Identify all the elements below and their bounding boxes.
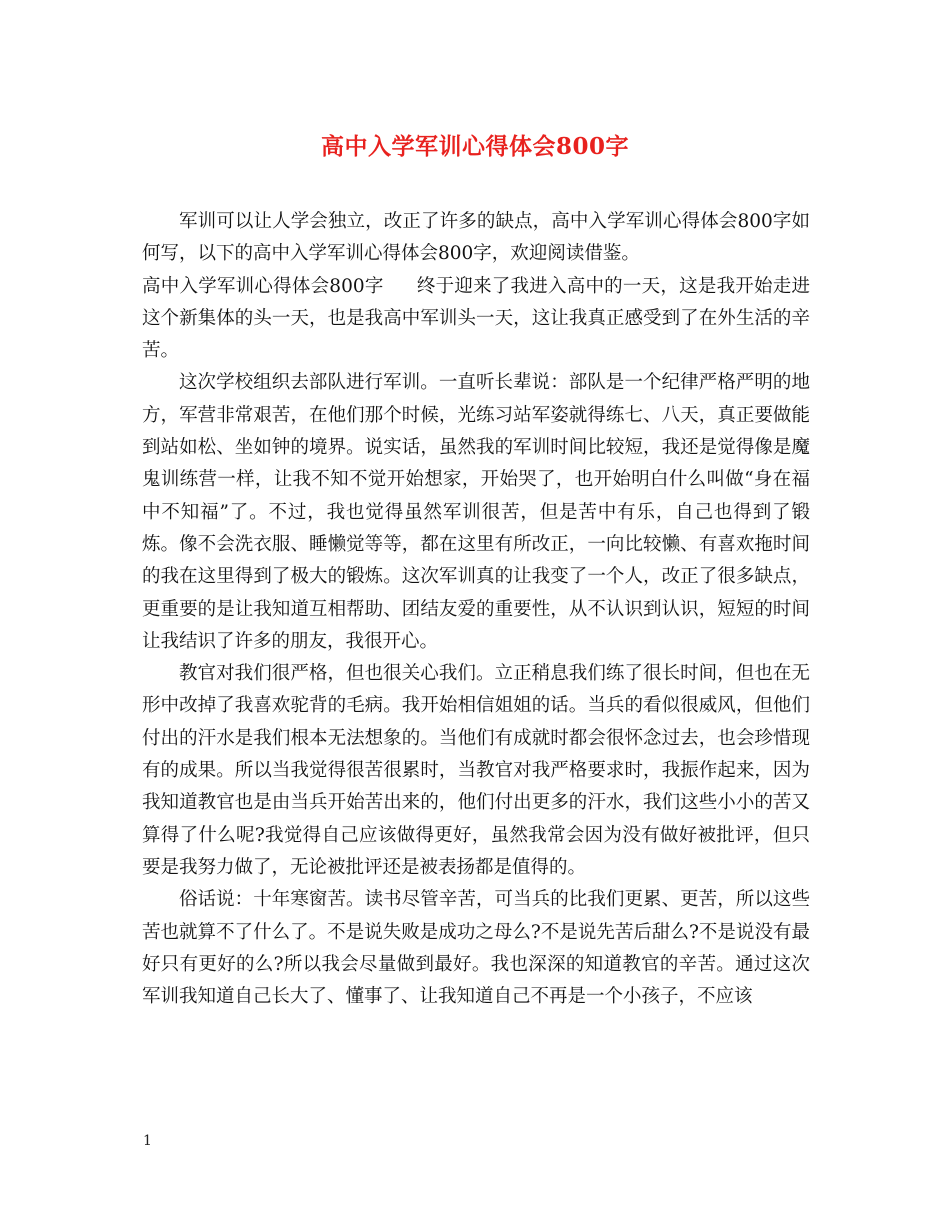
document-title: 高中入学军训心得体会800字 — [320, 133, 629, 160]
document-body — [142, 206, 810, 1013]
section-heading: 高中入学军训心得体会800字 — [142, 275, 384, 297]
section-paragraph-1 — [142, 271, 810, 368]
paragraph-1-text: 终于迎来了我进入高中的一天，这是我开始走进这个新集体的头一天，也是我高中军训头一天，这让我真正感受到了在外生活的辛苦。 — [142, 275, 810, 362]
intro-paragraph: 军训可以让人学会独立，改正了许多的缺点，高中入学军训心得体会800字如何写，以下的高中入学军训心得体会800字，欢迎阅读借鉴。 — [142, 211, 810, 265]
page-number: 1 — [143, 1133, 152, 1149]
paragraph-4: 俗话说：十年寒窗苦。读书尽管辛苦，可当兵的比我们更累、更苦，所以这些苦也就算不了什么了。不是说失败是成功之母么?不是说先苦后甜么?不是说没有最好只有更好的么?所以我会尽量做到最好。我也深深的知道教官的辛苦。通过这次军训我知道自己长大了、懂事了、让我知道自己不再是一个小孩子，不应该 — [142, 889, 810, 1008]
paragraph-3: 教官对我们很严格，但也很关心我们。立正稍息我们练了很长时间，但也在无形中改掉了我喜欢驼背的毛病。我开始相信姐姐的话。当兵的看似很威风，但他们付出的汗水是我们根本无法想象的。当他们有成就时都会很怀念过去，也会珍惜现有的成果。所以当我觉得很苦很累时，当教官对我严格要求时，我振作起来，因为我知道教官也是由当兵开始苦出来的，他们付出更多的汗水，我们这些小小的苦又算得了什么呢?我觉得自己应该做得更好，虽然我常会因为没有做好被批评，但只要是我努力做了，无论被批评还是被表扬都是值得的。 — [142, 663, 810, 878]
paragraph-2: 这次学校组织去部队进行军训。一直听长辈说：部队是一个纪律严格严明的地方，军营非常艰苦，在他们那个时候，光练习站军姿就得练七、八天，真正要做能到站如松、坐如钟的境界。说实话，虽然我的军训时间比较短，我还是觉得像是魔鬼训练营一样，让我不知不觉开始想家，开始哭了，也开始明白什么叫做“身在福中不知福”了。不过，我也觉得虽然军训很苦，但是苦中有乐，自己也得到了锻炼。像不会洗衣服、睡懒觉等等，都在这里有所改正，一向比较懒、有喜欢拖时间的我在这里得到了极大的锻炼。这次军训真的让我变了一个人，改正了很多缺点，更重要的是让我知道互相帮助、团结友爱的重要性，从不认识到认识，短短的时间让我结识了许多的朋友，我很开心。 — [142, 372, 810, 652]
